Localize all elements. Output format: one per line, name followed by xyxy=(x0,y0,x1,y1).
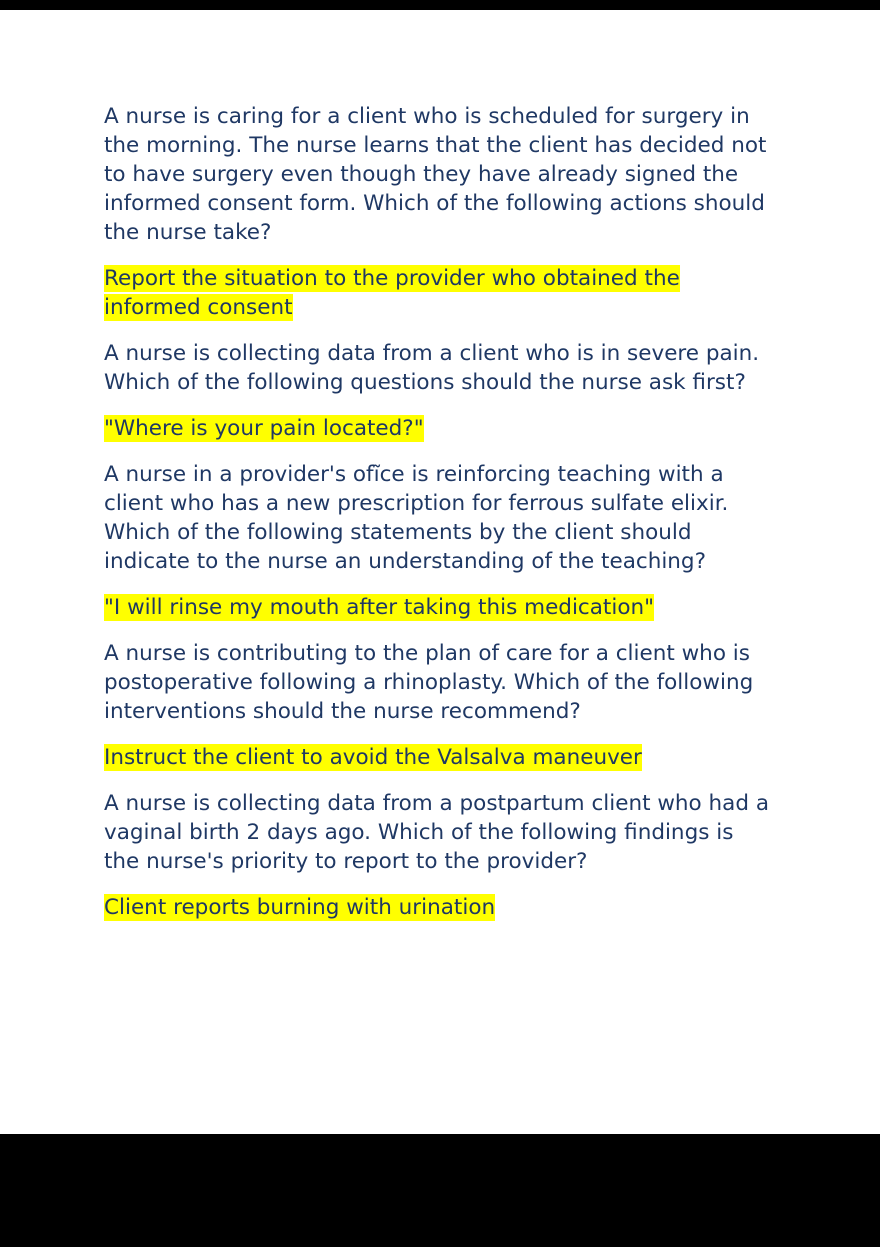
question-paragraph-1: A nurse is caring for a client who is scheduled for surgery in the morning. The nurse learns that the client has decided not to have surgery even though they have already signed the informed consent form. Which of the following actions should the nurse take? xyxy=(104,104,767,245)
answer-paragraph-3 xyxy=(104,593,774,622)
question-paragraph-5: A nurse is collecting data from a postpartum client who had a vaginal birth 2 days ago. Which of the following findings is the nurse's priority to report to the provider? xyxy=(104,791,769,874)
answer-paragraph-5 xyxy=(104,893,774,922)
question-paragraph-2: A nurse is collecting data from a client who is in severe pain. Which of the following questions should the nurse ask first? xyxy=(104,341,760,395)
answer-highlight-5: Client reports burning with urination xyxy=(104,895,496,920)
answer-paragraph-1 xyxy=(104,264,774,322)
question-paragraph-4: A nurse is contributing to the plan of care for a client who is postoperative following a rhinoplasty. Which of the following interventions should the nurse recommend? xyxy=(104,641,754,724)
bottom-black-bar xyxy=(0,1134,880,1247)
answer-highlight-2: "Where is your pain located?" xyxy=(104,416,424,441)
top-black-bar xyxy=(0,0,880,10)
answer-highlight-4: Instruct the client to avoid the Valsalva maneuver xyxy=(104,745,642,770)
document-page xyxy=(0,10,880,1134)
answer-paragraph-2 xyxy=(104,414,774,443)
answer-paragraph-4 xyxy=(104,743,774,772)
answer-highlight-3: "I will rinse my mouth after taking this medication" xyxy=(104,595,654,620)
answer-highlight-1: Report the situation to the provider who obtained the informed consent xyxy=(104,266,680,320)
question-paragraph-3: A nurse in a provider's ofĩce is reinforcing teaching with a client who has a new prescription for ferrous sulfate elixir. Which of the following statements by the client should indicate to the nurse an understanding of the teaching? xyxy=(104,462,729,574)
